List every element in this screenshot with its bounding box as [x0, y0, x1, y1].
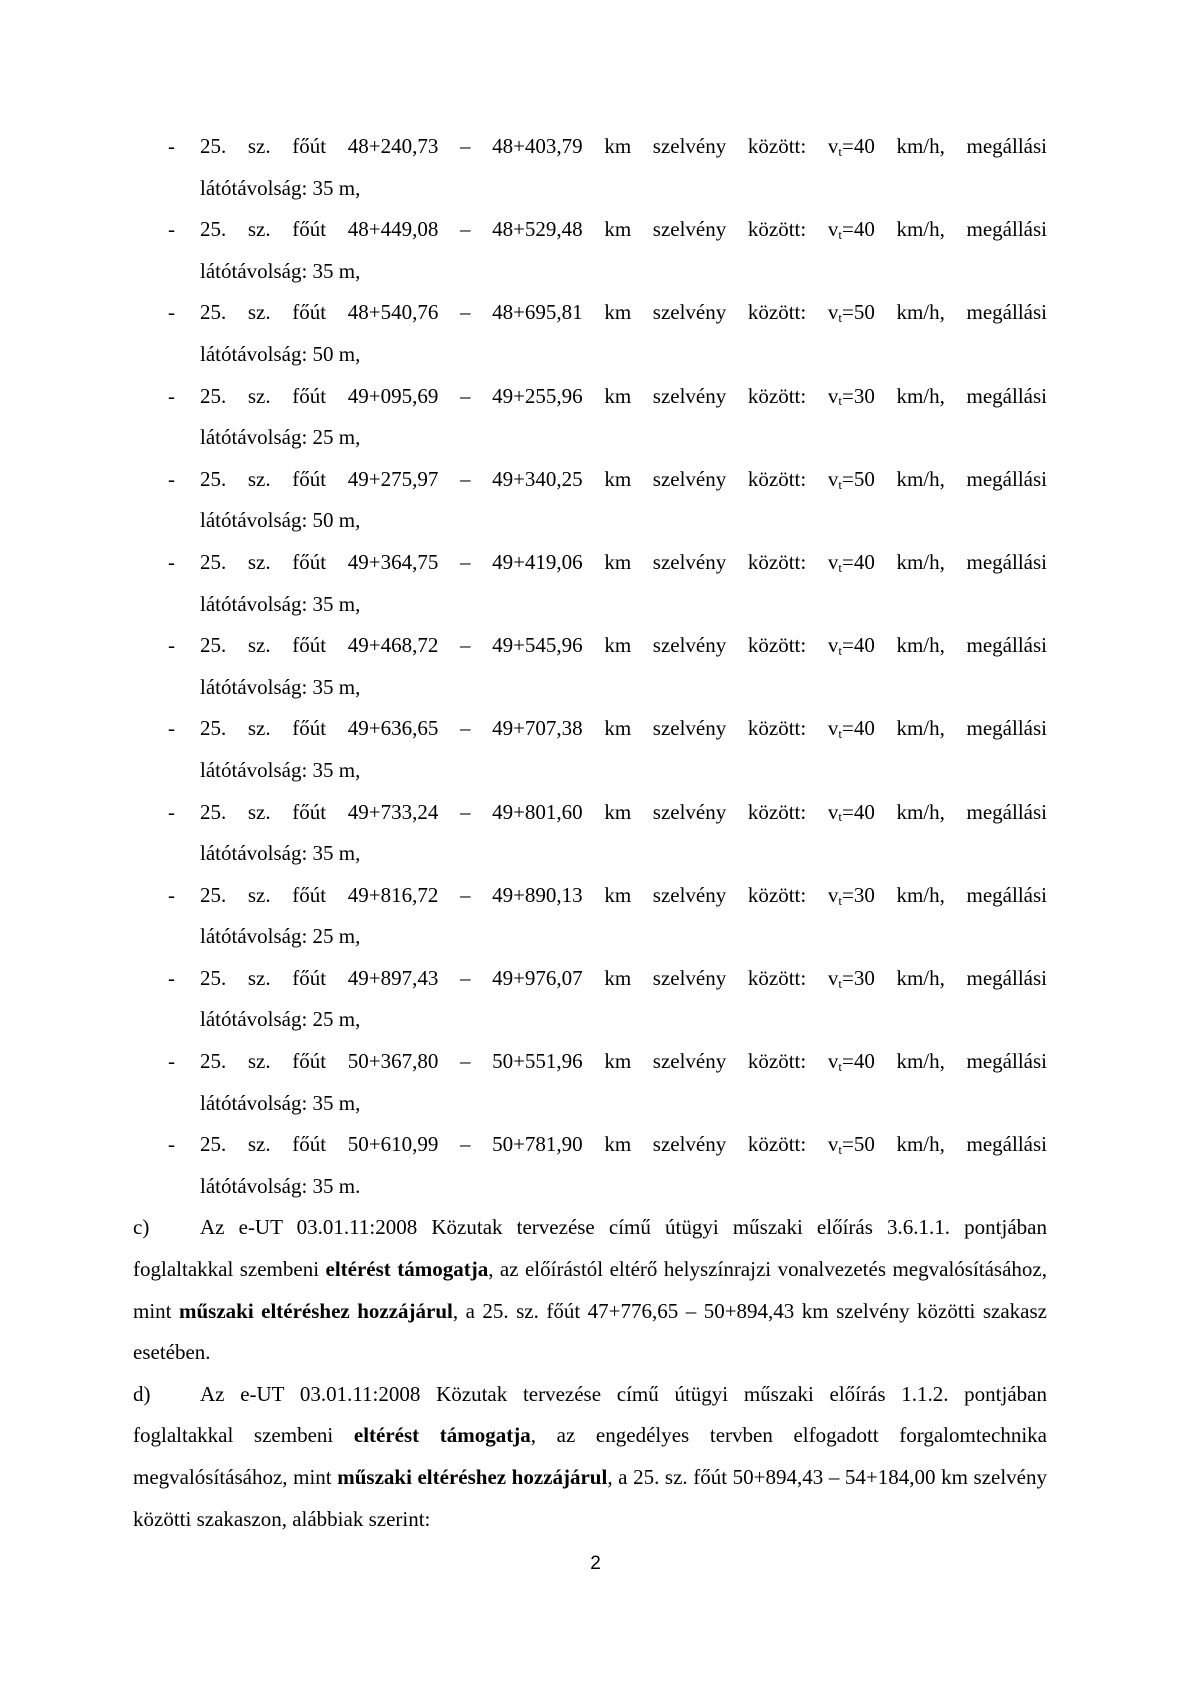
list-item	[133, 542, 1047, 625]
item-text-after: =30 km/h, megállási	[841, 383, 1047, 408]
item-text-after: =50 km/h, megállási	[841, 466, 1047, 491]
paragraph-text: , az előírástól eltérő helyszínrajzi vonalvezetés megvalósításához, mint	[133, 1257, 1047, 1323]
list-item	[133, 459, 1047, 542]
bullet-dash: -	[168, 383, 175, 408]
item-main-line	[133, 459, 1047, 501]
item-second-line: látótávolság: 35 m,	[200, 757, 361, 782]
bullet-dash: -	[168, 1049, 175, 1074]
item-second-line: látótávolság: 35 m,	[200, 591, 361, 616]
item-text: 25. sz. főút 50+610,99 – 50+781,90 km szelvény között: v	[200, 1132, 839, 1157]
item-second-line: látótávolság: 35 m,	[200, 674, 361, 699]
list-item	[133, 1124, 1047, 1207]
item-main-line	[133, 958, 1047, 1000]
item-main-line	[133, 875, 1047, 917]
v-subscript: t	[838, 143, 842, 159]
item-main-line	[133, 376, 1047, 418]
item-text: 25. sz. főút 49+636,65 – 49+707,38 km szelvény között: v	[200, 716, 839, 741]
item-second-line: látótávolság: 35 m,	[200, 258, 361, 283]
item-text-after: =50 km/h, megállási	[841, 300, 1047, 325]
v-subscript: t	[838, 726, 842, 742]
item-text: 25. sz. főút 50+367,80 – 50+551,96 km szelvény között: v	[200, 1049, 839, 1074]
paragraph-text: Az e-UT 03.01.11:2008 Közutak tervezése című útügyi műszaki előírás 1.1.2. pontjában foglaltakkal szembeni	[133, 1381, 1047, 1448]
item-text-after: =40 km/h, megállási	[841, 217, 1047, 242]
item-second-line: látótávolság: 50 m,	[200, 341, 361, 366]
list-item	[133, 625, 1047, 708]
item-main-line	[133, 625, 1047, 667]
v-subscript: t	[838, 559, 842, 575]
paragraph-label: c)	[133, 1215, 150, 1240]
item-main-line	[133, 708, 1047, 750]
item-text-after: =40 km/h, megállási	[841, 633, 1047, 658]
item-second-line: látótávolság: 25 m,	[200, 1007, 361, 1032]
item-text-after: =40 km/h, megállási	[841, 716, 1047, 741]
paragraph-bold-text: eltérést támogatja	[325, 1257, 489, 1282]
item-text: 25. sz. főút 49+468,72 – 49+545,96 km szelvény között: v	[200, 633, 839, 658]
bullet-dash: -	[168, 549, 175, 574]
list-item	[133, 958, 1047, 1041]
item-text-after: =30 km/h, megállási	[841, 965, 1047, 990]
bullet-dash: -	[168, 799, 175, 824]
bullet-dash: -	[168, 1132, 175, 1157]
document-body	[133, 126, 1047, 1540]
paragraph-bold-text: műszaki eltéréshez hozzájárul	[337, 1465, 608, 1489]
bullet-dash: -	[168, 882, 175, 907]
item-main-line	[133, 1124, 1047, 1166]
item-text: 25. sz. főút 48+240,73 – 48+403,79 km szelvény között: v	[200, 134, 839, 158]
paragraph-text: , a 25. sz. főút 47+776,65 – 50+894,43 km szelvény közötti szakasz esetében.	[133, 1298, 1047, 1365]
paragraph-bold-text: műszaki eltéréshez hozzájárul	[178, 1298, 453, 1323]
bullet-dash: -	[168, 217, 175, 242]
bullet-dash: -	[168, 965, 175, 990]
bullet-dash: -	[168, 466, 175, 491]
item-second-line: látótávolság: 25 m,	[200, 924, 361, 949]
item-text: 25. sz. főút 49+275,97 – 49+340,25 km szelvény között: v	[200, 466, 839, 491]
item-second-line: látótávolság: 35 m,	[200, 1090, 361, 1115]
v-subscript: t	[838, 809, 842, 825]
page-number: 2	[590, 1553, 601, 1574]
paragraph-c	[133, 1207, 1047, 1373]
bullet-dash: -	[168, 134, 175, 158]
item-text-after: =40 km/h, megállási	[841, 549, 1047, 574]
item-text-after: =50 km/h, megállási	[841, 1132, 1047, 1157]
list-item	[133, 376, 1047, 459]
item-second-line: látótávolság: 35 m,	[200, 175, 361, 200]
bullet-dash: -	[168, 633, 175, 658]
item-main-line	[133, 792, 1047, 834]
paragraph-label: d)	[133, 1381, 151, 1406]
item-text: 25. sz. főút 49+733,24 – 49+801,60 km szelvény között: v	[200, 799, 839, 824]
v-subscript: t	[838, 642, 842, 658]
item-text-after: =40 km/h, megállási	[841, 799, 1047, 824]
list-item	[133, 126, 1047, 209]
item-main-line	[133, 292, 1047, 334]
item-text-after: =40 km/h, megállási	[841, 1049, 1047, 1074]
v-subscript: t	[838, 310, 842, 326]
item-second-line: látótávolság: 25 m,	[200, 425, 361, 450]
paragraph-d	[133, 1374, 1047, 1540]
item-text-after: =30 km/h, megállási	[841, 882, 1047, 907]
item-text: 25. sz. főút 49+897,43 – 49+976,07 km szelvény között: v	[200, 965, 839, 990]
item-main-line	[133, 1041, 1047, 1083]
v-subscript: t	[838, 1058, 842, 1074]
v-subscript: t	[838, 476, 842, 492]
paragraph-bold-text: eltérést támogatja	[353, 1423, 531, 1448]
v-subscript: t	[838, 975, 842, 991]
list-item	[133, 708, 1047, 791]
item-main-line	[133, 209, 1047, 251]
item-text: 25. sz. főút 49+095,69 – 49+255,96 km szelvény között: v	[200, 383, 839, 408]
list-item	[133, 792, 1047, 875]
paragraph-text: , a 25. sz. főút 50+894,43 – 54+184,00 km szelvény közötti szakaszon, alábbiak szerint:	[133, 1465, 1047, 1531]
item-second-line: látótávolság: 35 m.	[200, 1173, 361, 1198]
item-text-after: =40 km/h, megállási	[841, 134, 1047, 158]
item-text: 25. sz. főút 49+816,72 – 49+890,13 km szelvény között: v	[200, 882, 839, 907]
list-item	[133, 292, 1047, 375]
item-main-line	[133, 542, 1047, 584]
v-subscript: t	[838, 892, 842, 908]
item-text: 25. sz. főút 48+540,76 – 48+695,81 km szelvény között: v	[200, 300, 839, 325]
item-text: 25. sz. főút 49+364,75 – 49+419,06 km szelvény között: v	[200, 549, 839, 574]
paragraph-text: Az e-UT 03.01.11:2008 Közutak tervezése című útügyi műszaki előírás 3.6.1.1. pontjában foglaltakkal szembeni	[133, 1215, 1047, 1282]
item-second-line: látótávolság: 50 m,	[200, 508, 361, 533]
item-main-line	[133, 126, 1047, 168]
paragraph-text: , az engedélyes tervben elfogadott forgalomtechnika megvalósításához, mint	[133, 1423, 1047, 1489]
list-item	[133, 209, 1047, 292]
v-subscript: t	[838, 393, 842, 409]
list-item	[133, 1041, 1047, 1124]
item-second-line: látótávolság: 35 m,	[200, 841, 361, 866]
bullet-dash: -	[168, 716, 175, 741]
item-text: 25. sz. főút 48+449,08 – 48+529,48 km szelvény között: v	[200, 217, 839, 242]
v-subscript: t	[838, 1142, 842, 1158]
list-item	[133, 875, 1047, 958]
bullet-dash: -	[168, 300, 175, 325]
v-subscript: t	[838, 227, 842, 243]
